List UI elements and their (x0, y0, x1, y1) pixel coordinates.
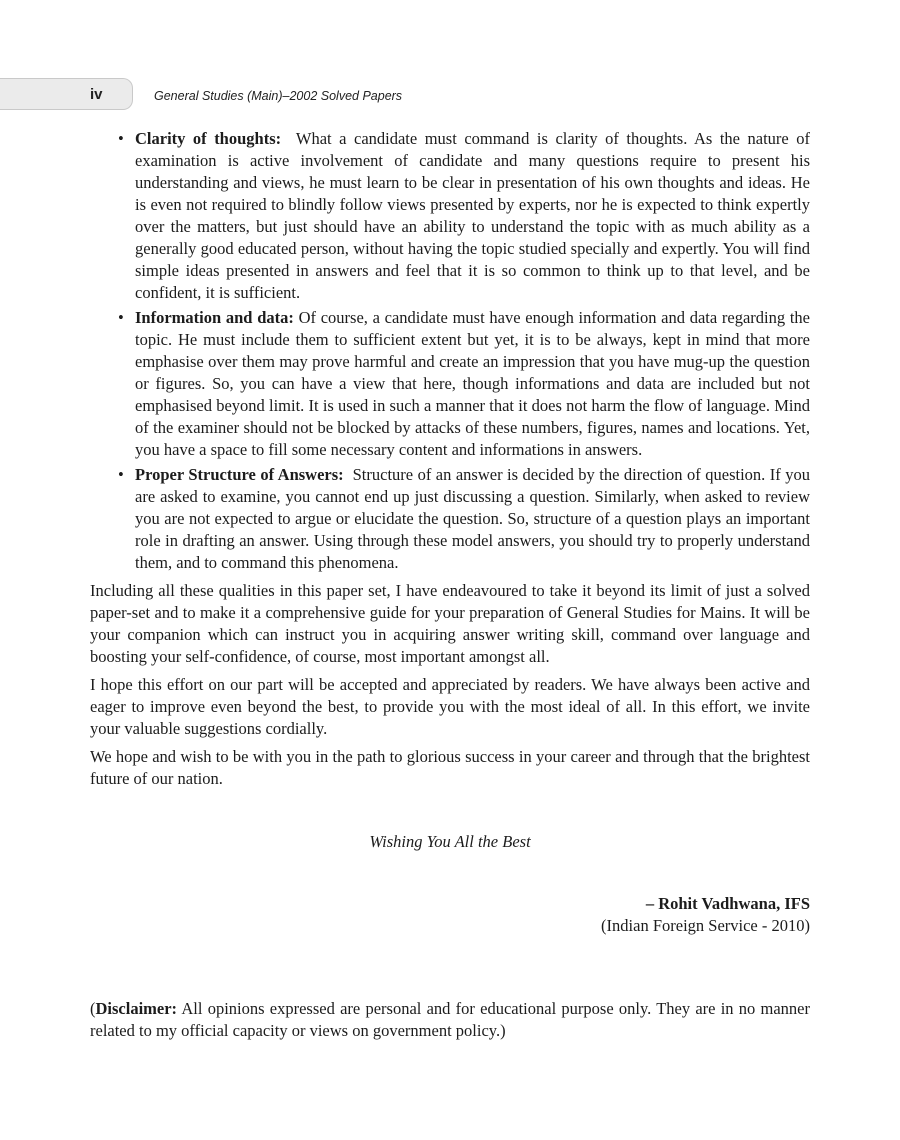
page-number-tab (0, 78, 133, 110)
bullet-icon: • (118, 308, 124, 327)
disclaimer (90, 998, 810, 1042)
list-item (118, 464, 810, 574)
author-name: – Rohit Vadhwana, IFS (645, 894, 810, 913)
page-number: iv (90, 86, 103, 103)
list-item (118, 128, 810, 304)
disclaimer-text: All opinions expressed are personal and for educational purpose only. They are in no manner related to my official capacity or views on government policy.) (90, 999, 810, 1040)
running-head: General Studies (Main)–2002 Solved Papers (154, 89, 403, 103)
body-paragraph: We hope and wish to be with you in the path to glorious success in your career and through that the brightest future of our nation. (90, 747, 810, 788)
closing-wish: Wishing You All the Best (369, 832, 531, 851)
body-paragraph: I hope this effort on our part will be accepted and appreciated by readers. We have always been active and eager to improve even beyond the best, to provide you with the most ideal of all. In this effort, we invite your valuable suggestions cordially. (90, 675, 810, 738)
qualities-list (90, 128, 810, 574)
body-paragraph: Including all these qualities in this paper set, I have endeavoured to take it beyond its limit of just a solved paper-set and to make it a comprehensive guide for your preparation of General Studies for Mains. It will be your companion which can instruct you in acquiring answer writing skill, command over language and boosting your self-confidence, of course, most important amongst all. (90, 581, 810, 666)
author-designation: (Indian Foreign Service - 2010) (601, 916, 810, 935)
list-item-text: Structure of an answer is decided by the direction of question. If you are asked to examine, you cannot end up just discussing a question. Similarly, when asked to review you are not expected to argue or elucidate the question. So, structure of a question plays an important role in drafting an answer. Using through these model answers, you should try to properly understand them, and to command this phenomena. (135, 465, 810, 572)
bullet-icon: • (118, 465, 124, 484)
disclaimer-open-paren: ( (90, 999, 96, 1018)
list-item-text: Of course, a candidate must have enough information and data regarding the topic. He must include them to sufficient extent but yet, it is to be always, kept in mind that more emphasise over them may prove harmful and create an impression that you have mug-up the question or figures. So, you can have a view that here, though informations and data are included but not emphasised beyond limit. It is used in such a manner that it does not harm the flow of language. Mind of the examiner should not be blocked by attacks of these numbers, figures, names and locations. Yet, you have a space to fill some necessary content and informations in answers. (135, 308, 811, 459)
page-body (90, 128, 810, 1042)
signature-block (90, 893, 810, 937)
disclaimer-label: Disclaimer: (95, 999, 178, 1018)
list-item-text: What a candidate must command is clarity of thoughts. As the nature of examination is active involvement of candidate and many questions require to present his understanding and views, he must learn to be clear in presentation of his own thoughts and ideas. He is even not required to blindly follow views presented by experts, nor he is expected to think expertly over the matters, but just should have an ability to understand the topic with as much ability as a generally good educated person, without having the topic studied specially and expertly. You will find simple ideas presented in answers and feel that it is so common to think up to that level, and be confident, it is sufficient. (135, 129, 810, 302)
list-item (118, 307, 811, 461)
list-item-title: Proper Structure of Answers: (135, 465, 344, 484)
bullet-icon: • (118, 129, 124, 148)
list-item-title: Information and data: (135, 308, 294, 327)
list-item-title: Clarity of thoughts: (135, 129, 282, 148)
